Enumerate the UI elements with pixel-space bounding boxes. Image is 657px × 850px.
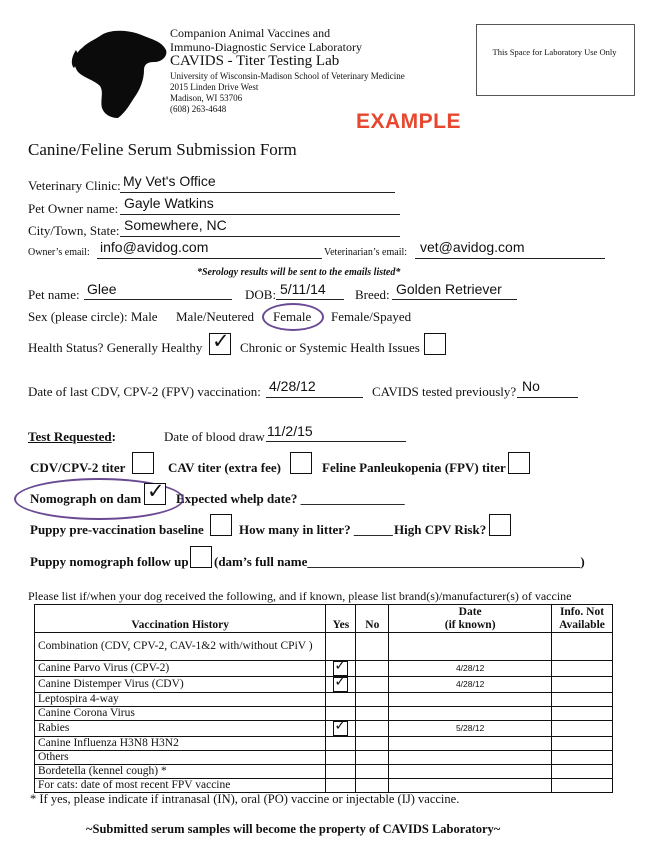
- no-cell[interactable]: [356, 751, 389, 765]
- table-row: [35, 693, 613, 707]
- sex-option-spayed[interactable]: Female/Spayed: [331, 309, 412, 324]
- serology-note: *Serology results will be sent to the emails listed*: [197, 267, 401, 278]
- sex-option-neutered[interactable]: Male/Neutered: [176, 309, 254, 324]
- yes-cell[interactable]: [326, 718, 356, 737]
- header-yes: Yes: [326, 605, 356, 633]
- pet-input[interactable]: Glee: [87, 281, 117, 297]
- info-not-available-cell[interactable]: [551, 737, 612, 751]
- no-cell[interactable]: [356, 677, 389, 693]
- puppy-baseline-checkbox[interactable]: [210, 514, 232, 536]
- owner-label: Pet Owner name:: [28, 201, 119, 216]
- health-chronic-label: Chronic or Systemic Health Issues: [240, 340, 420, 355]
- lab-phone: (608) 263-4648: [170, 104, 227, 114]
- fpv-titer-label: Feline Panleukopenia (FPV) titer: [322, 460, 506, 475]
- info-not-available-cell[interactable]: [551, 677, 612, 693]
- table-row: [35, 661, 613, 677]
- table-row: [35, 779, 613, 793]
- date-cell[interactable]: [389, 633, 552, 661]
- vaccine-name: Others: [35, 751, 326, 765]
- tested-line: [517, 397, 578, 398]
- vaccine-name: Bordetella (kennel cough) *: [35, 765, 326, 779]
- cdv-titer-label: CDV/CPV-2 titer: [30, 460, 126, 475]
- yes-cell[interactable]: [326, 751, 356, 765]
- yes-cell[interactable]: [326, 633, 356, 661]
- blood-draw-line: [266, 441, 406, 442]
- puppy-baseline-label: Puppy pre-vaccination baseline: [30, 522, 204, 537]
- info-not-available-cell[interactable]: [551, 779, 612, 793]
- lab-university: University of Wisconsin-Madison School of Veterinary Medicine: [170, 71, 405, 81]
- dob-label: DOB:: [245, 287, 277, 302]
- vacc-date-line: [266, 397, 363, 398]
- nomograph-checkbox[interactable]: [144, 479, 166, 505]
- vaccine-name: Canine Influenza H3N8 H3N2: [35, 737, 326, 751]
- dam-name-label: (dam’s full name__________________________________________): [214, 554, 585, 569]
- test-requested-colon: :: [111, 429, 117, 444]
- owner-input[interactable]: Gayle Watkins: [124, 195, 214, 211]
- date-cell[interactable]: [389, 707, 552, 721]
- litter-label: How many in litter? ______: [239, 522, 393, 537]
- check-mark-icon: ✓: [334, 658, 347, 674]
- info-not-available-cell[interactable]: [551, 633, 612, 661]
- footnote: * If yes, please indicate if intranasal (IN), oral (PO) vaccine or injectable (IJ) vaccine.: [30, 792, 460, 806]
- date-cell[interactable]: 5/28/12: [389, 721, 552, 737]
- tested-input[interactable]: No: [522, 378, 540, 394]
- yes-checkbox[interactable]: [333, 718, 348, 736]
- vaccine-name: Combination (CDV, CPV-2, CAV-1&2 with/without CPiV ): [35, 633, 326, 661]
- info-not-available-cell[interactable]: [551, 661, 612, 677]
- yes-cell[interactable]: [326, 674, 356, 693]
- owner-email-input[interactable]: info@avidog.com: [100, 239, 209, 255]
- example-stamp: EXAMPLE: [356, 110, 462, 133]
- city-line: [120, 236, 400, 237]
- table-row: [35, 737, 613, 751]
- no-cell[interactable]: [356, 661, 389, 677]
- vaccine-name: Leptospira 4-way: [35, 693, 326, 707]
- vaccine-name: Canine Distemper Virus (CDV): [35, 677, 326, 693]
- vaccine-name: For cats: date of most recent FPV vaccine: [35, 779, 326, 793]
- info-not-available-cell[interactable]: [551, 721, 612, 737]
- check-mark-icon: ✓: [147, 479, 165, 503]
- date-cell[interactable]: 4/28/12: [389, 661, 552, 677]
- check-mark-icon: ✓: [212, 329, 230, 353]
- header-date: Date (if known): [389, 605, 552, 633]
- tested-label: CAVIDS tested previously?: [372, 384, 517, 399]
- dog-silhouette-logo: [70, 28, 170, 120]
- clinic-line: [120, 192, 395, 193]
- owner-line: [120, 214, 400, 215]
- date-cell[interactable]: [389, 779, 552, 793]
- pet-line: [84, 299, 232, 300]
- city-input[interactable]: Somewhere, NC: [124, 217, 227, 233]
- yes-cell[interactable]: [326, 765, 356, 779]
- health-label: Health Status? Generally Healthy: [28, 340, 203, 355]
- lab-line-2: Immuno-Diagnostic Service Laboratory: [170, 40, 362, 54]
- yes-cell[interactable]: [326, 737, 356, 751]
- breed-label: Breed:: [355, 287, 390, 302]
- cav-titer-checkbox[interactable]: [290, 452, 312, 474]
- form-title: Canine/Feline Serum Submission Form: [28, 140, 297, 159]
- footer-note: ~Submitted serum samples will become the property of CAVIDS Laboratory~: [86, 822, 501, 836]
- lab-line-1: Companion Animal Vaccines and: [170, 26, 331, 40]
- header-vaccination-history: Vaccination History: [35, 605, 326, 633]
- lab-use-text: This Space for Laboratory Use Only: [492, 47, 617, 57]
- header-no: No: [356, 605, 389, 633]
- vacc-date-input[interactable]: 4/28/12: [269, 378, 316, 394]
- lab-use-box: [476, 24, 635, 96]
- no-cell[interactable]: [356, 737, 389, 751]
- info-not-available-cell[interactable]: [551, 751, 612, 765]
- healthy-checkbox[interactable]: [209, 329, 231, 355]
- lab-city: Madison, WI 53706: [170, 93, 243, 103]
- check-mark-icon: ✓: [334, 718, 347, 734]
- owner-email-label: Owner’s email:: [28, 247, 90, 258]
- vet-email-label: Veterinarian’s email:: [324, 247, 408, 258]
- yes-cell[interactable]: [326, 779, 356, 793]
- info-not-available-cell[interactable]: [551, 765, 612, 779]
- header-info-not-available: Info. Not Available: [551, 605, 612, 633]
- vaccine-name: Rabies: [35, 721, 326, 737]
- vaccine-intro: Please list if/when your dog received the following, and if known, please list brand(s)/manufacturer(s) of vaccine: [28, 589, 572, 603]
- no-cell[interactable]: [356, 707, 389, 721]
- no-cell[interactable]: [356, 765, 389, 779]
- date-cell[interactable]: [389, 737, 552, 751]
- sex-option-female[interactable]: Female: [273, 309, 312, 324]
- blood-draw-label: Date of blood draw: [164, 429, 265, 444]
- female-circle: [262, 303, 324, 331]
- lab-name: CAVIDS - Titer Testing Lab: [170, 53, 340, 69]
- city-label: City/Town, State:: [28, 223, 120, 238]
- yes-cell[interactable]: [326, 693, 356, 707]
- blood-draw-input[interactable]: 11/2/15: [267, 423, 313, 439]
- table-row: [35, 765, 613, 779]
- vacc-date-label: Date of last CDV, CPV-2 (FPV) vaccination:: [28, 384, 261, 399]
- yes-checkbox[interactable]: [333, 674, 348, 692]
- breed-input[interactable]: Golden Retriever: [396, 281, 502, 297]
- no-cell[interactable]: [356, 721, 389, 737]
- test-requested-text: Test Requested: [28, 429, 112, 444]
- date-cell[interactable]: [389, 693, 552, 707]
- table-row: [35, 677, 613, 693]
- vaccination-history-table: [34, 604, 613, 793]
- info-not-available-cell[interactable]: [551, 693, 612, 707]
- cav-titer-label: CAV titer (extra fee): [168, 460, 281, 475]
- breed-line: [392, 299, 517, 300]
- cpv-risk-label: High CPV Risk?: [394, 522, 487, 537]
- puppy-follow-label: Puppy nomograph follow up: [30, 554, 189, 569]
- vet-email-input[interactable]: vet@avidog.com: [420, 239, 525, 255]
- whelp-date-label: Expected whelp date? ________________: [176, 491, 405, 506]
- pet-label: Pet name:: [28, 287, 80, 302]
- table-row: [35, 751, 613, 765]
- cpv-risk-checkbox[interactable]: [489, 514, 511, 536]
- puppy-follow-checkbox[interactable]: [190, 546, 212, 568]
- date-cell[interactable]: [389, 765, 552, 779]
- table-row: [35, 721, 613, 737]
- owner-email-line: [97, 258, 322, 259]
- fpv-titer-checkbox[interactable]: [508, 452, 530, 474]
- date-cell[interactable]: 4/28/12: [389, 677, 552, 693]
- vaccine-name: Canine Corona Virus: [35, 707, 326, 721]
- test-requested-heading: [28, 429, 116, 445]
- table-row: [35, 633, 613, 661]
- dob-input[interactable]: 5/11/14: [280, 281, 326, 297]
- vet-email-line: [415, 258, 605, 259]
- no-cell[interactable]: [356, 693, 389, 707]
- vaccine-name: Canine Parvo Virus (CPV-2): [35, 661, 326, 677]
- no-cell[interactable]: [356, 633, 389, 661]
- table-row: [35, 707, 613, 721]
- lab-street: 2015 Linden Drive West: [170, 82, 259, 92]
- chronic-checkbox[interactable]: [424, 333, 446, 355]
- nomograph-label: Nomograph on dam: [30, 491, 142, 506]
- cdv-titer-checkbox[interactable]: [132, 452, 154, 474]
- dob-line: [276, 299, 344, 300]
- clinic-input[interactable]: My Vet's Office: [123, 173, 216, 189]
- clinic-label: Veterinary Clinic:: [28, 178, 121, 193]
- no-cell[interactable]: [356, 779, 389, 793]
- date-cell[interactable]: [389, 751, 552, 765]
- check-mark-icon: ✓: [334, 674, 347, 690]
- info-not-available-cell[interactable]: [551, 707, 612, 721]
- sex-label: Sex (please circle): Male: [28, 309, 158, 324]
